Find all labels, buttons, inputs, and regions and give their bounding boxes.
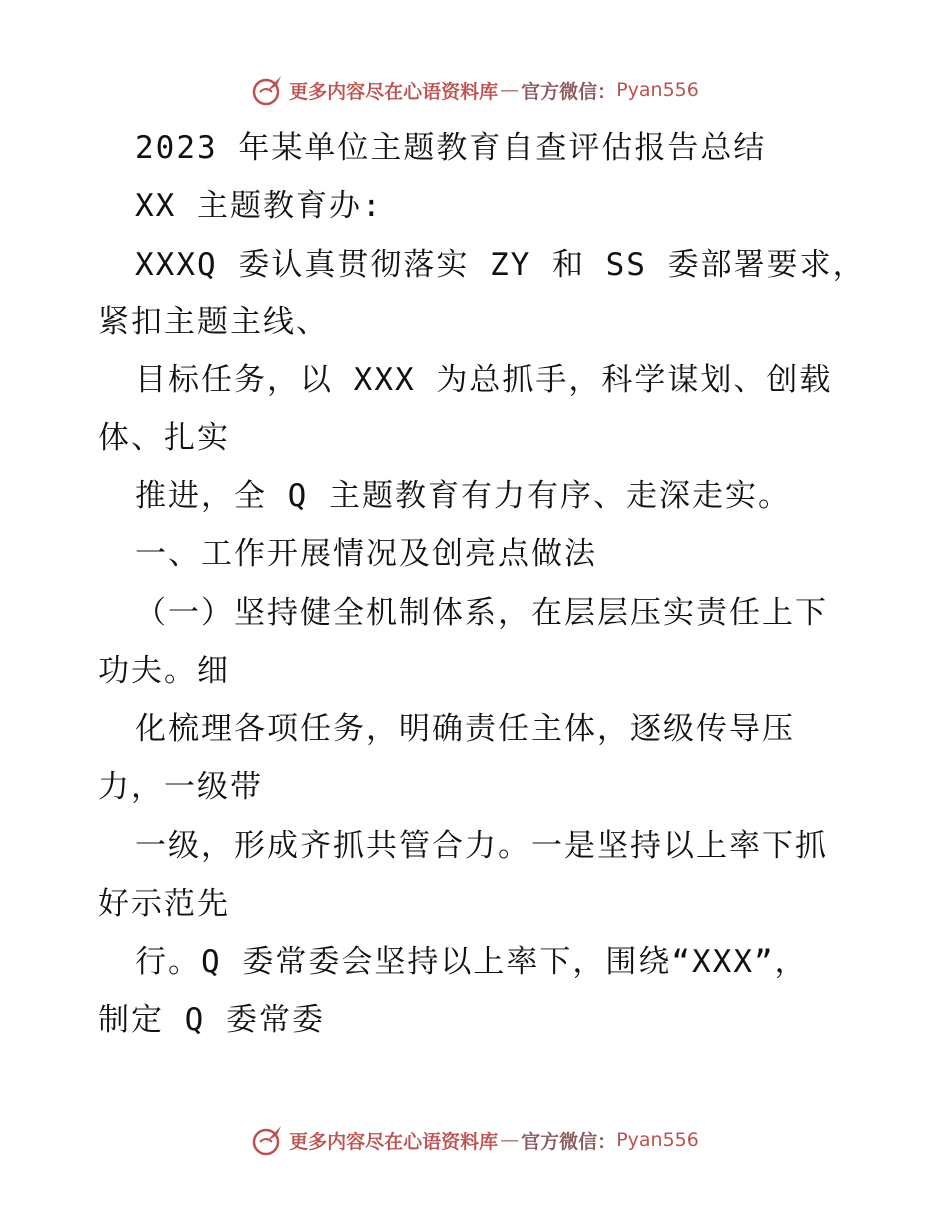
quill-pen-logo-icon — [251, 73, 285, 107]
document-line: 力，一级带 — [98, 769, 263, 805]
banner-separator: — — [500, 79, 520, 101]
document-line: XX 主题教育办: — [135, 188, 383, 224]
document-line: XXXQ 委认真贯彻落实 ZY 和 SS 委部署要求， — [135, 247, 866, 283]
footer-watermark-banner — [0, 1120, 950, 1160]
document-line: 功夫。细 — [98, 653, 230, 689]
banner-brand-text: 更多内容尽在心语资料库 — [289, 1130, 499, 1153]
document-line: 制定 Q 委常委 — [98, 1002, 325, 1038]
document-line: （一）坚持健全机制体系，在层层压实责任上下 — [135, 595, 828, 631]
document-line: 行。Q 委常委会坚持以上率下，围绕“XXX”， — [135, 944, 808, 980]
document-line: 推进，全 Q 主题教育有力有序、走深走实。 — [135, 478, 791, 514]
document-line: 好示范先 — [98, 886, 230, 922]
document-line: 一级，形成齐抓共管合力。一是坚持以上率下抓 — [135, 828, 828, 864]
header-watermark-banner — [0, 70, 950, 110]
document-line: 目标任务，以 XXX 为总抓手，科学谋划、创载 — [135, 362, 833, 398]
banner-wechat-label: 官方微信： — [521, 1130, 617, 1153]
document-line: 化梳理各项任务，明确责任主体，逐级传导压 — [135, 711, 795, 747]
banner-brand-text: 更多内容尽在心语资料库 — [289, 80, 499, 103]
document-title: 2023 年某单位主题教育自查评估报告总结 — [135, 130, 767, 166]
quill-pen-logo-icon — [251, 1123, 285, 1157]
banner-wechat-id: Pyan556 — [616, 1129, 699, 1151]
document-line: 体、扎实 — [98, 420, 230, 456]
banner-separator: — — [500, 1129, 520, 1151]
banner-wechat-label: 官方微信： — [521, 80, 617, 103]
banner-wechat-id: Pyan556 — [616, 79, 699, 101]
document-line: 紧扣主题主线、 — [98, 304, 329, 340]
document-line: 一、工作开展情况及创亮点做法 — [135, 536, 597, 572]
